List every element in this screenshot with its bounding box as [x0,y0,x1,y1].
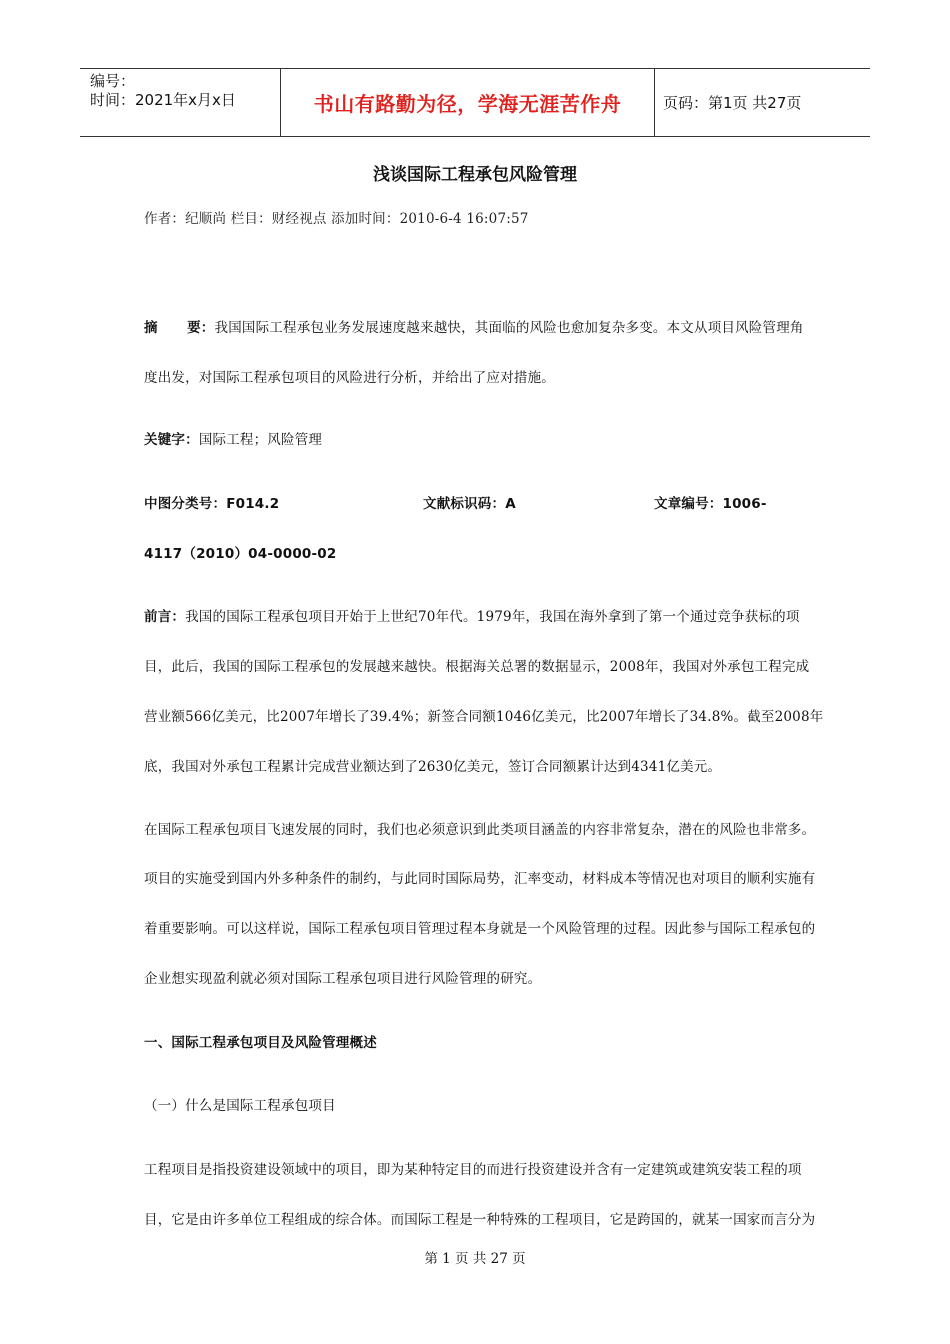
para2-line-4: 企业想实现盈利就必须对国际工程承包项目进行风险管理的研究。 [144,971,542,987]
header-right-cell [655,69,870,136]
doc-id-label: 文献标识码： [423,496,506,512]
para2-line-2: 项目的实施受到国内外多种条件的制约，与此同时国际局势，汇率变动，材料成本等情况也对项目的顺利实施有 [144,871,816,887]
page-info: 页码：第1页 共27页 [663,94,802,112]
keywords-label: 关键字： [144,432,199,448]
subsection-1-heading: （一）什么是国际工程承包项目 [144,1098,336,1114]
article-no-continued: 4117（2010）04-0000-02 [144,546,337,562]
para2-line-3: 着重要影响。可以这样说，国际工程承包项目管理过程本身就是一个风险管理的过程。因此参与国际工程承包的 [144,921,816,937]
abstract-label: 摘 要： [144,320,215,336]
article-title: 浅谈国际工程承包风险管理 [373,165,577,185]
para3-line-1: 工程项目是指投资建设领域中的项目，即为某种特定目的而进行投资建设并含有一定建筑或建筑安装工程的项 [144,1162,802,1178]
page-footer: 第 1 页 共 27 页 [424,1251,526,1267]
number-label: 编号： [90,72,136,90]
doc-id-value: A [505,496,516,512]
para3-line-2: 目，它是由许多单位工程组成的综合体。而国际工程是一种特殊的工程项目，它是跨国的，就某一国家而言分为 [144,1212,816,1228]
preface-text-1: 我国的国际工程承包项目开始于上世纪70年代。1979年，我国在海外拿到了第一个通过竞争获标的项 [185,609,800,625]
preface-line-1 [144,605,800,625]
header-table [80,68,870,137]
header-left-cell [80,69,281,136]
header-motto-cell [281,69,655,136]
preface-label: 前言： [144,609,186,625]
doc-id-line [423,492,516,512]
para2-line-1: 在国际工程承包项目飞速发展的同时，我们也必须意识到此类项目涵盖的内容非常复杂，潜在的风险也非常多。 [144,822,816,838]
abstract-line-2: 度出发，对国际工程承包项目的风险进行分析，并给出了应对措施。 [144,370,555,386]
motto-text: 书山有路勤为径，学海无涯苦作舟 [313,92,622,116]
preface-line-4: 底，我国对外承包工程累计完成营业额达到了2630亿美元，签订合同额累计达到4341亿美元。 [144,759,722,775]
preface-line-2: 目，此后，我国的国际工程承包的发展越来越快。根据海关总署的数据显示，2008年，我国对外承包工程完成 [144,659,810,675]
keywords-value: 国际工程；风险管理 [198,432,323,448]
clc-label: 中图分类号： [144,496,227,512]
article-no-label: 文章编号： [654,496,723,512]
article-no-line [654,492,767,512]
keywords-line [144,428,322,448]
section-1-heading: 一、国际工程承包项目及风险管理概述 [144,1035,377,1051]
clc-line [144,492,279,512]
clc-value: F014.2 [226,496,280,512]
time-label: 时间：2021年x月x日 [90,91,236,109]
abstract-text-1: 我国国际工程承包业务发展速度越来越快，其面临的风险也愈加复杂多变。本文从项目风险管理角 [214,320,804,336]
article-no-value: 1006- [722,496,767,512]
article-meta: 作者：纪顺尚 栏目：财经视点 添加时间：2010-6-4 16:07:57 [144,211,529,227]
abstract-line-1 [144,316,804,336]
preface-line-3: 营业额566亿美元，比2007年增长了39.4%；新签合同额1046亿美元，比2007年增长了34.8%。截至2008年 [144,709,824,725]
